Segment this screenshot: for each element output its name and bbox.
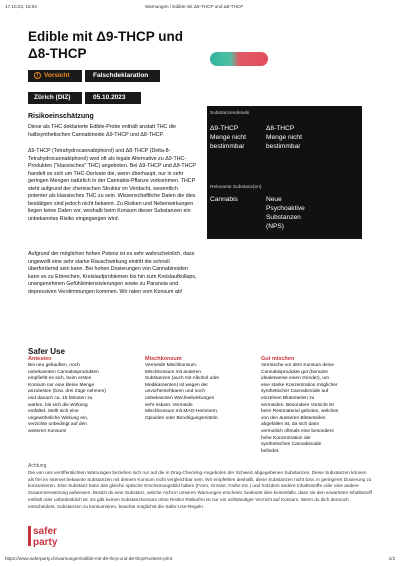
warning-tag-label: Vorsicht: [44, 72, 70, 79]
print-page-title: Warnungen / Edible mit Δ9-THCP und Δ8-THCP: [145, 4, 244, 9]
note-text: Die von uns veröffentlichten Warnungen beziehen sich nur auf die in Drug-Checking-Angeboten der Schweiz abgegebenen Substanzen. Diese Substanzen können als frei im Internet bekannte Substanzen mit deinem Konsum nicht vergleichbar sein. Wir empfehlen deshalb, diese Substanzen nicht bzw. in geringerer Dosierung zu konsumieren. Eine Substanz kann das gleiche optische Erscheinungsbild haben (Form, Grösse, Farbe etc.) und trotzdem andere Inhaltsstoffe oder eine andere Zusammensetzung aufweisen. Besitzt du eine Substanz, welche nicht in unseren Warnungen erscheint, bedeutet dies keinesfalls, dass sie den erwarteten Inhaltsstoff enthält oder unbedenklich ist. Es gibt keinen Substanzkonsum ohne Risiko! Risikofrei ist nur ein vollständiger Verzicht auf Konsum. Wenn du dich dennoch entscheidest, Substanzen zu konsumieren, beachte möglichst die Safer-Use-Regeln.: [28, 470, 372, 509]
category-tag: Falschdeklaration: [85, 70, 160, 82]
safer-use-col-3-title: Gut mischen: [261, 356, 295, 362]
substance-2-name: Δ8-THCP: [266, 125, 295, 132]
warning-icon: !: [34, 72, 41, 79]
substance-1-name: Δ9-THCP: [210, 125, 239, 132]
date-tag: 05.10.2023: [85, 92, 141, 104]
safer-use-col-2-text: Vermeide Mischkonsum. Mischkonsum mit anderen Substanzen (auch mit Alkohol oder Medikamenten) ist wegen der unvorhersehbaren und noch unbekannten Wechselwirkungen sehr riskant. Vermeide Mischkonsum mit MAO-Hemmern, Opioiden oder Beruhigungsmitteln.: [145, 363, 220, 421]
relevant-label: Relevante Substanz(en): [210, 185, 262, 190]
substance-details-card: [207, 106, 362, 239]
warning-tag: [28, 70, 82, 82]
substance-1-amount: Menge nicht bestimmbar: [210, 134, 246, 150]
pill-image: [210, 52, 268, 66]
risk-heading: Risikoeinschätzung: [28, 113, 94, 120]
risk-paragraph-3: Aufgrund der möglichen hohen Potenz ist es sehr wahrscheinlich, dass ungewollt eine sehr starke Rauschwirkung eintritt die schnell überfordernd sein kann. Bei hohen Dosierungen von Cannabinoiden kann es zu Erbrechen, Kreislaufproblemen bis hin zum Kreislaufkollaps, unangenehmen Gefühlsintensivierungen sowie zu Paranoia und depressiven Verstimmungen kommen. Wir raten vom Konsum ab!: [28, 251, 197, 295]
print-footer: [5, 556, 395, 561]
safer-use-col-1-text: Bei neu gekauften, noch unbekannten Cannabisprodukten empfiehlt es sich, beim ersten Konsum nur eine kleine Menge anzutesten (bzw. drei Züge nehmen) und danach ca. 15 Minuten zu warten, bis sich die Wirkung entfaltet. Stellt sich eine ungewöhnliche Wirkung ein, verzichte unbedingt auf den weiteren Konsum!: [28, 363, 106, 434]
safer-use-col-3-text: Vermische vor dem Konsum deine Cannabisprodukte gut (benutze idealerweise einen Grinder), um eine starke Konzentration möglicher synthetischer Cannabinoide auf einzelnen Blütenteilen zu vermeiden. Besondere Vorsicht ist beim Restmaterial geboten, welches von den äusseren Blütenteilen abgefallen ist, da sich darin vermutlich oftmals eine besonders hohe Konzentration der synthetischen Cannabinoide befindet.: [261, 363, 339, 454]
risk-paragraph-1: Diese als THC deklarierte Edible-Probe enthält anstatt THC die halbsynthetischen Cannabinoide Δ9-THCP und Δ8-THCP.: [28, 124, 176, 138]
page-number: 1/2: [388, 556, 395, 561]
risk-paragraph-2: Δ9-THCP (Tetrahydrocannabiphorol) und Δ8-THCP (Delta-8-Tetrahydrocannabiphorol) wird oft als legale Alternative zu Δ9-THC-Produkten ("klassisches" THC) angeboten. Bei Δ9-THCP und Δ8-THCP handelt es sich um THC-Derivate die, wenn überhaupt, nur in sehr geringen Mengen natürlich in der Cannabis-Pflanze vorkommen. THCP steht aufgrund der chemischen Struktur im Verdacht, wesentlich potenter als klassisches THC zu sein. Wissenschaftliche Daten die dies bestätigen sind jedoch nicht bekannt. Zu Risiken und Nebenwirkungen liegen keine Daten vor, weshalb beim Konsum dieser Substanzen ein unbekanntes Risiko eingegangen wird.: [28, 148, 196, 222]
logo-line-1: safer: [33, 526, 57, 537]
print-header: [0, 4, 400, 14]
note-heading: Achtung: [28, 463, 47, 469]
print-timestamp: 17.10.23, 15:54: [5, 4, 37, 9]
safer-use-col-1-title: Antesten: [28, 356, 52, 362]
logo-line-2: party: [33, 537, 58, 548]
page-title: Edible mit Δ9-THCP und Δ8-THCP: [28, 29, 183, 61]
safer-use-col-2-title: Mischkonsum: [145, 356, 182, 362]
details-label: Substanzendetails: [210, 111, 250, 116]
location-tag: Zürich (DIZ): [28, 92, 82, 104]
safer-use-heading: Safer Use: [28, 347, 65, 356]
saferparty-logo: [28, 523, 72, 548]
relevant-substance-2: Neue Psychoaktive Substanzen (NPS): [266, 196, 305, 230]
footer-url: https://www.saferparty.ch/warnungen/edible-mit-d9-thcp-und-d8-thcp#content-print: [5, 556, 173, 561]
relevant-substance-1: Cannabis: [210, 196, 238, 203]
substance-2-amount: Menge nicht bestimmbar: [266, 134, 302, 150]
logo-bar: [28, 526, 31, 546]
